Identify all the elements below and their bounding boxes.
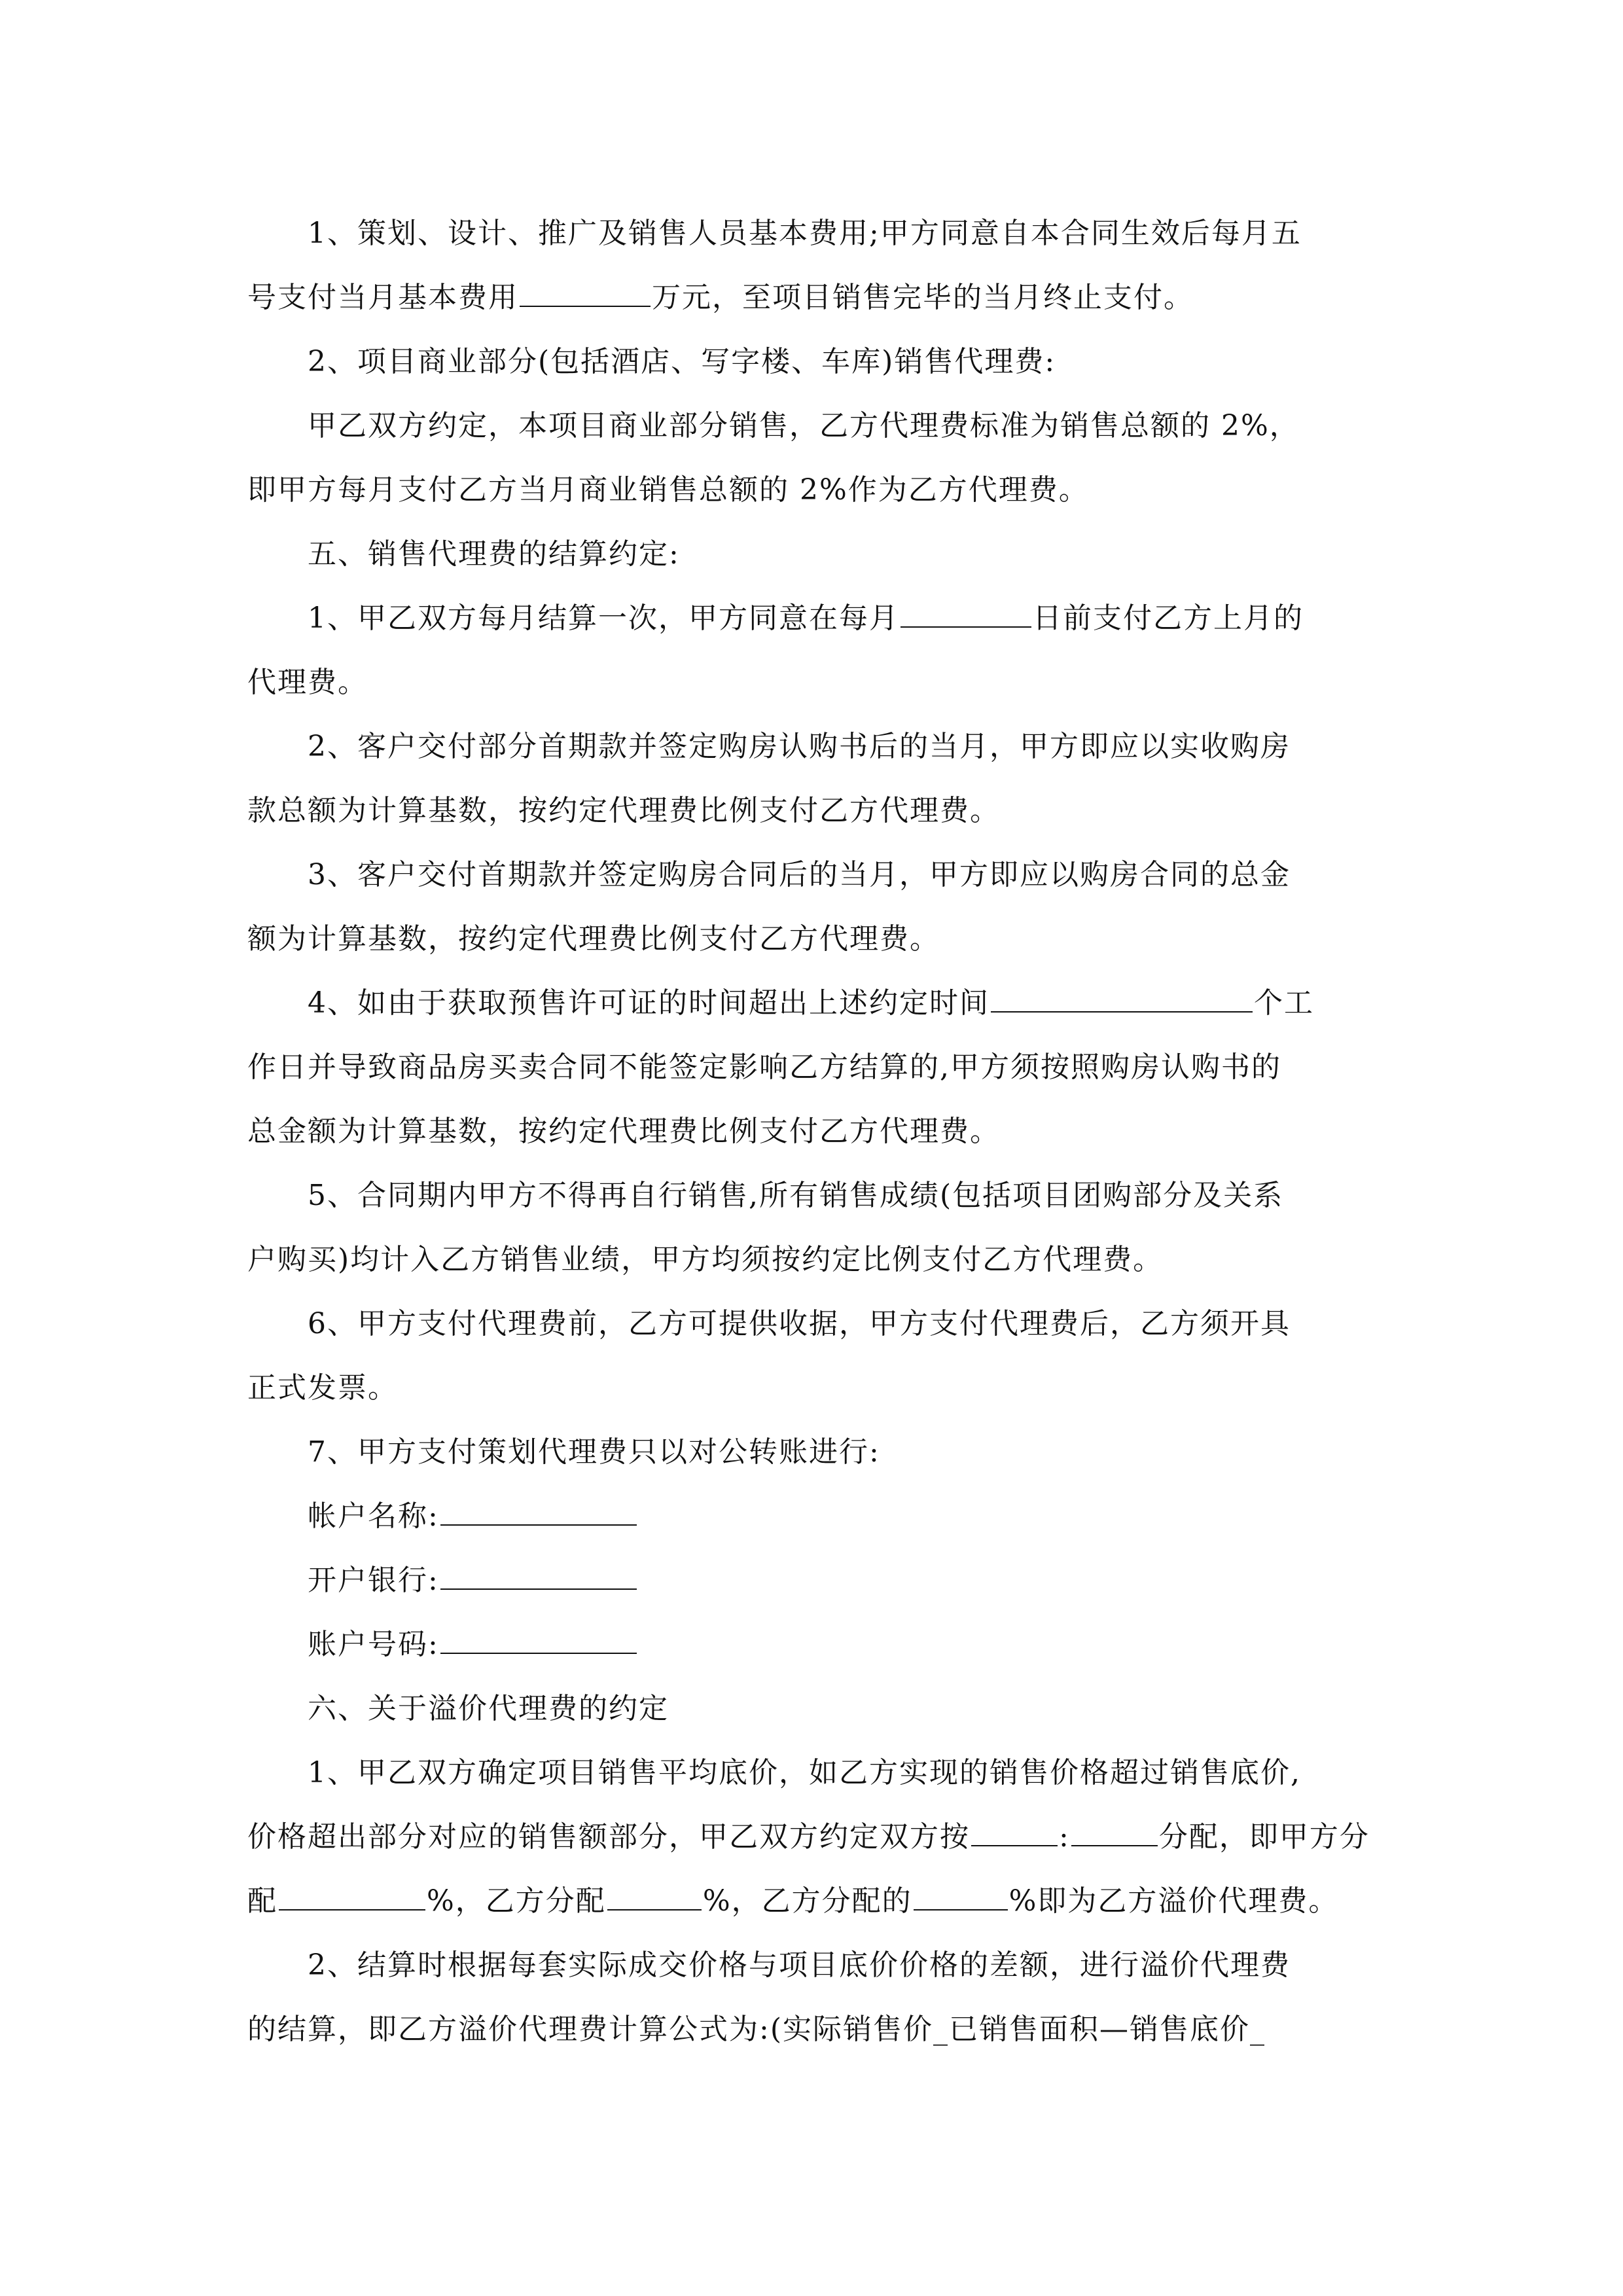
blank-party-b-percent xyxy=(607,1886,702,1910)
paragraph-commercial-fee xyxy=(247,394,1387,458)
field-label: 帐户名称: xyxy=(308,1499,439,1533)
blank-pay-day xyxy=(901,603,1031,628)
text-line: %，乙方分配的 xyxy=(702,1884,912,1918)
blank-account-name xyxy=(440,1501,637,1526)
paragraph-basic-fee xyxy=(247,202,1387,266)
text-line: 款总额为计算基数，按约定代理费比例支付乙方代理费。 xyxy=(247,794,1000,827)
blank-ratio-a xyxy=(971,1821,1058,1846)
paragraph-premium-formula-cont xyxy=(247,1998,1387,2062)
text-line: 个工 xyxy=(1254,986,1314,1020)
blank-account-number xyxy=(440,1629,637,1654)
text-line: 总金额为计算基数，按约定代理费比例支付乙方代理费。 xyxy=(247,1115,1000,1148)
heading-text: 六、关于溢价代理费的约定 xyxy=(308,1692,669,1725)
text-line: %，乙方分配 xyxy=(427,1884,606,1918)
paragraph-bank-transfer xyxy=(247,1420,1387,1484)
paragraph-commercial-fee-title xyxy=(247,330,1387,394)
paragraph-presale-delay-cont2 xyxy=(247,1100,1387,1164)
section-heading-settlement xyxy=(247,522,1387,586)
field-bank xyxy=(247,1549,1387,1613)
paragraph-presale-delay-cont xyxy=(247,1035,1387,1100)
paragraph-basic-fee-cont xyxy=(247,266,1387,330)
blank-bank xyxy=(440,1565,637,1590)
text-line: 3、客户交付首期款并签定购房合同后的当月，甲方即应以购房合同的总金 xyxy=(308,858,1291,891)
paragraph-premium-formula xyxy=(247,1933,1387,1998)
text-line: 号支付当月基本费用 xyxy=(247,281,518,314)
paragraph-premium-split-cont2 xyxy=(247,1869,1387,1933)
text-line: 代理费。 xyxy=(247,666,368,699)
paragraph-exclusive-sales-cont xyxy=(247,1228,1387,1292)
blank-party-a-percent xyxy=(279,1886,425,1910)
field-label: 开户银行: xyxy=(308,1564,439,1597)
section-heading-premium xyxy=(247,1677,1387,1741)
text-line: 的结算，即乙方溢价代理费计算公式为:(实际销售价_已销售面积—销售底价_ xyxy=(247,2013,1266,2046)
blank-ratio-b xyxy=(1071,1821,1158,1846)
paragraph-commercial-fee-cont xyxy=(247,458,1387,522)
text-line: 1、策划、设计、推广及销售人员基本费用;甲方同意自本合同生效后每月五 xyxy=(308,217,1302,250)
text-line: 6、甲方支付代理费前，乙方可提供收据，甲方支付代理费后，乙方须开具 xyxy=(308,1307,1291,1340)
text-line: 价格超出部分对应的销售额部分，甲乙双方约定双方按 xyxy=(247,1820,970,1854)
text-line: 即甲方每月支付乙方当月商业销售总额的 2%作为乙方代理费。 xyxy=(247,473,1089,507)
field-account-name xyxy=(247,1484,1387,1549)
text-line: 作日并导致商品房买卖合同不能签定影响乙方结算的,甲方须按照购房认购书的 xyxy=(247,1050,1281,1084)
text-line: 万元，至项目销售完毕的当月终止支付。 xyxy=(652,281,1194,314)
text-line: 5、合同期内甲方不得再自行销售,所有销售成绩(包括项目团购部分及关系 xyxy=(308,1179,1284,1212)
blank-premium-percent xyxy=(914,1886,1008,1910)
text-line: 2、结算时根据每套实际成交价格与项目底价价格的差额，进行溢价代理费 xyxy=(308,1948,1291,1982)
text-line: 2、项目商业部分(包括酒店、写字楼、车库)销售代理费: xyxy=(308,345,1056,378)
contract-body xyxy=(247,202,1387,2062)
blank-working-days xyxy=(991,988,1253,1013)
paragraph-presale-delay xyxy=(247,971,1387,1035)
field-account-number xyxy=(247,1613,1387,1677)
paragraph-monthly-settlement xyxy=(247,586,1387,651)
paragraph-premium-split-cont xyxy=(247,1805,1387,1869)
text-line: 1、甲乙双方每月结算一次，甲方同意在每月 xyxy=(308,601,899,635)
field-label: 账户号码: xyxy=(308,1628,439,1661)
paragraph-subscription-basis xyxy=(247,715,1387,779)
text-line: 配 xyxy=(247,1884,277,1918)
text-line: %即为乙方溢价代理费。 xyxy=(1008,1884,1339,1918)
paragraph-invoice-cont xyxy=(247,1356,1387,1420)
heading-text: 五、销售代理费的结算约定: xyxy=(308,537,680,571)
text-line: : xyxy=(1059,1820,1070,1854)
text-line: 2、客户交付部分首期款并签定购房认购书后的当月，甲方即应以实收购房 xyxy=(308,730,1291,763)
blank-monthly-fee xyxy=(520,282,651,307)
paragraph-exclusive-sales xyxy=(247,1164,1387,1228)
text-line: 1、甲乙双方确定项目销售平均底价，如乙方实现的销售价格超过销售底价, xyxy=(308,1756,1301,1789)
text-line: 7、甲方支付策划代理费只以对公转账进行: xyxy=(308,1435,880,1469)
text-line: 额为计算基数，按约定代理费比例支付乙方代理费。 xyxy=(247,922,940,956)
text-line: 户购买)均计入乙方销售业绩，甲方均须按约定比例支付乙方代理费。 xyxy=(247,1243,1164,1276)
paragraph-contract-basis-cont xyxy=(247,907,1387,971)
text-line: 正式发票。 xyxy=(247,1371,398,1405)
paragraph-monthly-settlement-cont xyxy=(247,651,1387,715)
paragraph-premium-split xyxy=(247,1741,1387,1805)
text-line: 日前支付乙方上月的 xyxy=(1033,601,1304,635)
paragraph-contract-basis xyxy=(247,843,1387,907)
text-line: 4、如由于获取预售许可证的时间超出上述约定时间 xyxy=(308,986,990,1020)
text-line: 分配，即甲方分 xyxy=(1158,1820,1370,1854)
paragraph-subscription-basis-cont xyxy=(247,779,1387,843)
paragraph-invoice xyxy=(247,1292,1387,1356)
text-line: 甲乙双方约定，本项目商业部分销售，乙方代理费标准为销售总额的 2%， xyxy=(308,409,1300,442)
